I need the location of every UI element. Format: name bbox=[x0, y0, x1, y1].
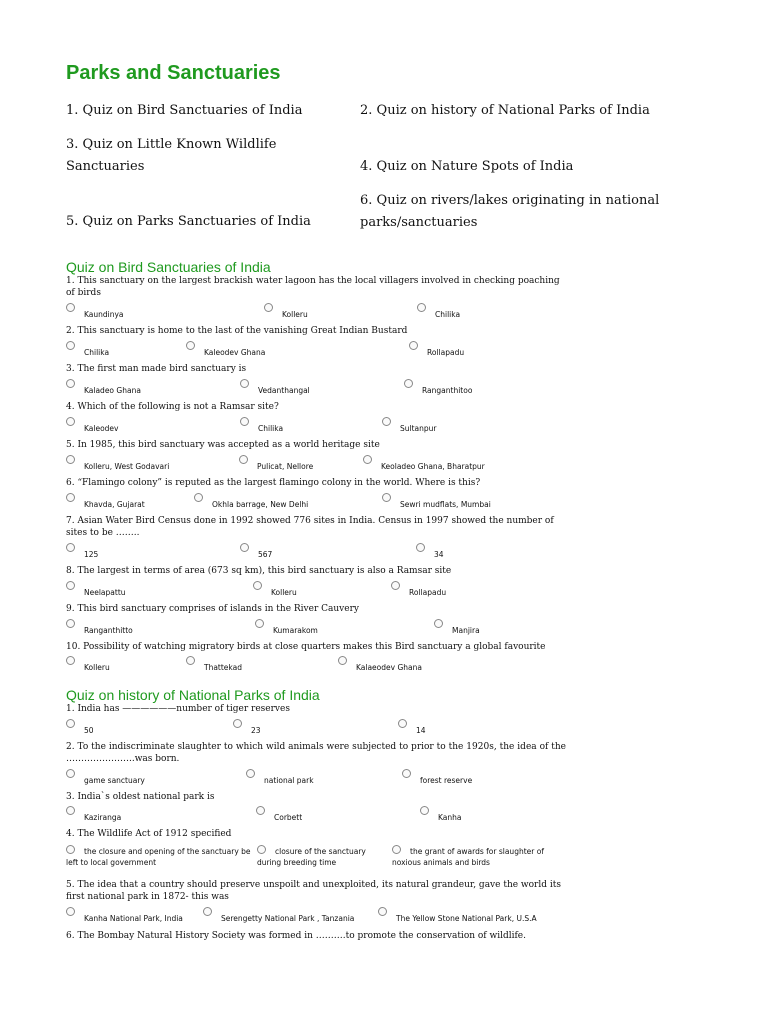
quiz-link-bird-sanctuaries[interactable]: 1. Quiz on Bird Sanctuaries of India bbox=[66, 103, 303, 118]
radio-button[interactable] bbox=[434, 619, 443, 628]
question-text: 5. In 1985, this bird sanctuary was accepted as a world heritage site bbox=[66, 440, 380, 450]
radio-button[interactable] bbox=[66, 455, 75, 464]
option-label: Kolleru bbox=[282, 310, 308, 319]
option-label: Kanha National Park, India bbox=[84, 914, 183, 923]
radio-button[interactable] bbox=[66, 493, 75, 502]
answer-option[interactable] bbox=[392, 845, 564, 868]
radio-button[interactable] bbox=[264, 303, 273, 312]
radio-button[interactable] bbox=[66, 543, 75, 552]
question-text: 3. India`s oldest national park is bbox=[66, 792, 215, 802]
radio-button[interactable] bbox=[66, 581, 75, 590]
question-text: 8. The largest in terms of area (673 sq km), this bird sanctuary is also a Ramsar site bbox=[66, 566, 452, 576]
radio-button[interactable] bbox=[338, 656, 347, 665]
radio-button[interactable] bbox=[66, 341, 75, 350]
option-label: game sanctuary bbox=[84, 776, 145, 785]
option-label: Kaziranga bbox=[84, 813, 122, 822]
question-text: 9. This bird sanctuary comprises of islands in the River Cauvery bbox=[66, 604, 359, 614]
option-label: Khavda, Gujarat bbox=[84, 500, 145, 509]
option-label: Kaladeo Ghana bbox=[84, 386, 141, 395]
option-label: Kaundinya bbox=[84, 310, 124, 319]
quiz-link-national-parks-history[interactable]: 2. Quiz on history of National Parks of India bbox=[360, 103, 650, 118]
option-label: 50 bbox=[84, 726, 94, 735]
option-label: Chilika bbox=[435, 310, 461, 319]
option-label: Kolleru bbox=[271, 588, 297, 597]
option-label: Rollapadu bbox=[427, 348, 465, 357]
question-text: 4. The Wildlife Act of 1912 specified bbox=[66, 829, 232, 839]
radio-button[interactable] bbox=[391, 581, 400, 590]
option-label: 567 bbox=[258, 550, 273, 559]
option-label: 125 bbox=[84, 550, 99, 559]
radio-button[interactable] bbox=[186, 656, 195, 665]
option-label: the closure and opening of the sanctuary be left to local government bbox=[66, 847, 251, 867]
page-title: Parks and Sanctuaries bbox=[66, 62, 281, 84]
question-text: 6. “Flamingo colony” is reputed as the largest flamingo colony in the world. Where is this? bbox=[66, 478, 481, 488]
question-text: 7. Asian Water Bird Census done in 1992 showed 776 sites in India. Census in 1997 showed the number of sites to be …….. bbox=[66, 516, 554, 538]
option-label: national park bbox=[264, 776, 314, 785]
option-label: 14 bbox=[416, 726, 426, 735]
radio-button[interactable] bbox=[398, 719, 407, 728]
quiz-link-little-known-sanctuaries[interactable]: 3. Quiz on Little Known Wildlife Sanctuaries bbox=[66, 137, 277, 174]
radio-button[interactable] bbox=[66, 656, 75, 665]
radio-button[interactable] bbox=[233, 719, 242, 728]
option-label: Keoladeo Ghana, Bharatpur bbox=[381, 462, 485, 471]
radio-button[interactable] bbox=[239, 455, 248, 464]
option-label: Neelapattu bbox=[84, 588, 126, 597]
question-text: 3. The first man made bird sanctuary is bbox=[66, 364, 247, 374]
radio-button[interactable] bbox=[66, 845, 75, 854]
radio-button[interactable] bbox=[255, 619, 264, 628]
option-label: Thattekad bbox=[204, 663, 242, 672]
option-label: Corbett bbox=[274, 813, 303, 822]
option-label: Kaleodev Ghana bbox=[204, 348, 266, 357]
radio-button[interactable] bbox=[194, 493, 203, 502]
radio-button[interactable] bbox=[256, 806, 265, 815]
answer-option[interactable] bbox=[257, 845, 387, 868]
question-text: 5. The idea that a country should preserve unspoilt and unexploited, its natural grandeur, gave the world its first national park in 1872- this was bbox=[66, 880, 561, 902]
radio-button[interactable] bbox=[416, 543, 425, 552]
option-label: Chilika bbox=[84, 348, 110, 357]
radio-button[interactable] bbox=[66, 769, 75, 778]
option-label: Kolleru, West Godavari bbox=[84, 462, 170, 471]
answer-option[interactable] bbox=[66, 845, 258, 868]
option-label: Okhla barrage, New Delhi bbox=[212, 500, 309, 509]
radio-button[interactable] bbox=[240, 543, 249, 552]
option-label: The Yellow Stone National Park, U.S.A bbox=[396, 914, 537, 923]
option-label: Manjira bbox=[452, 626, 480, 635]
radio-button[interactable] bbox=[66, 907, 75, 916]
radio-button[interactable] bbox=[363, 455, 372, 464]
option-label: Kanha bbox=[438, 813, 462, 822]
option-label: Kumarakom bbox=[273, 626, 318, 635]
radio-button[interactable] bbox=[392, 845, 401, 854]
radio-button[interactable] bbox=[186, 341, 195, 350]
quiz-link-nature-spots[interactable]: 4. Quiz on Nature Spots of India bbox=[360, 159, 574, 174]
question-text: 6. The Bombay Natural History Society was formed in ……….to promote the conservation of wildlife. bbox=[66, 931, 526, 941]
option-label: 23 bbox=[251, 726, 261, 735]
radio-button[interactable] bbox=[66, 379, 75, 388]
radio-button[interactable] bbox=[66, 619, 75, 628]
option-label: Kalaeodev Ghana bbox=[356, 663, 422, 672]
question-text: 2. This sanctuary is home to the last of the vanishing Great Indian Bustard bbox=[66, 326, 408, 336]
option-label: 34 bbox=[434, 550, 444, 559]
question-text: 4. Which of the following is not a Ramsar site? bbox=[66, 402, 279, 412]
option-label: Kaleodev bbox=[84, 424, 119, 433]
radio-button[interactable] bbox=[240, 417, 249, 426]
radio-button[interactable] bbox=[420, 806, 429, 815]
radio-button[interactable] bbox=[66, 719, 75, 728]
question-text: 1. This sanctuary on the largest brackish water lagoon has the local villagers involved in checking poaching of birds bbox=[66, 276, 560, 298]
option-label: Vedanthangal bbox=[258, 386, 310, 395]
option-label: Sultanpur bbox=[400, 424, 437, 433]
section-heading-np-quiz: Quiz on history of National Parks of India bbox=[66, 687, 320, 703]
radio-button[interactable] bbox=[404, 379, 413, 388]
option-label: Sewri mudflats, Mumbai bbox=[400, 500, 491, 509]
option-label: Pulicat, Nellore bbox=[257, 462, 314, 471]
radio-button[interactable] bbox=[382, 417, 391, 426]
radio-button[interactable] bbox=[257, 845, 266, 854]
radio-button[interactable] bbox=[66, 806, 75, 815]
option-label: the grant of awards for slaughter of noxious animals and birds bbox=[392, 847, 544, 867]
option-label: Ranganthitto bbox=[84, 626, 133, 635]
quiz-link-rivers-lakes[interactable]: 6. Quiz on rivers/lakes originating in national parks/sanctuaries bbox=[360, 193, 660, 230]
radio-button[interactable] bbox=[417, 303, 426, 312]
radio-button[interactable] bbox=[409, 341, 418, 350]
question-text: 10. Possibility of watching migratory birds at close quarters makes this Bird sanctuary a global favourite bbox=[66, 642, 546, 652]
radio-button[interactable] bbox=[402, 769, 411, 778]
radio-button[interactable] bbox=[203, 907, 212, 916]
radio-button[interactable] bbox=[382, 493, 391, 502]
option-label: Rollapadu bbox=[409, 588, 447, 597]
radio-button[interactable] bbox=[66, 417, 75, 426]
option-label: Ranganthitoo bbox=[422, 386, 473, 395]
section-heading-bird-quiz: Quiz on Bird Sanctuaries of India bbox=[66, 259, 271, 275]
option-label: forest reserve bbox=[420, 776, 473, 785]
radio-button[interactable] bbox=[240, 379, 249, 388]
quiz-link-parks-sanctuaries[interactable]: 5. Quiz on Parks Sanctuaries of India bbox=[66, 214, 311, 229]
option-label: Serengetty National Park , Tanzania bbox=[221, 914, 355, 923]
question-text: 1. India has ——————number of tiger reserves bbox=[66, 704, 290, 714]
option-label: Kolleru bbox=[84, 663, 110, 672]
question-text: 2. To the indiscriminate slaughter to which wild animals were subjected to prior to the 1920s, the idea of the …………………..was born. bbox=[66, 742, 566, 764]
radio-button[interactable] bbox=[66, 303, 75, 312]
option-label: closure of the sanctuary during breeding time bbox=[257, 847, 366, 867]
radio-button[interactable] bbox=[246, 769, 255, 778]
radio-button[interactable] bbox=[378, 907, 387, 916]
option-label: Chilika bbox=[258, 424, 284, 433]
radio-button[interactable] bbox=[253, 581, 262, 590]
